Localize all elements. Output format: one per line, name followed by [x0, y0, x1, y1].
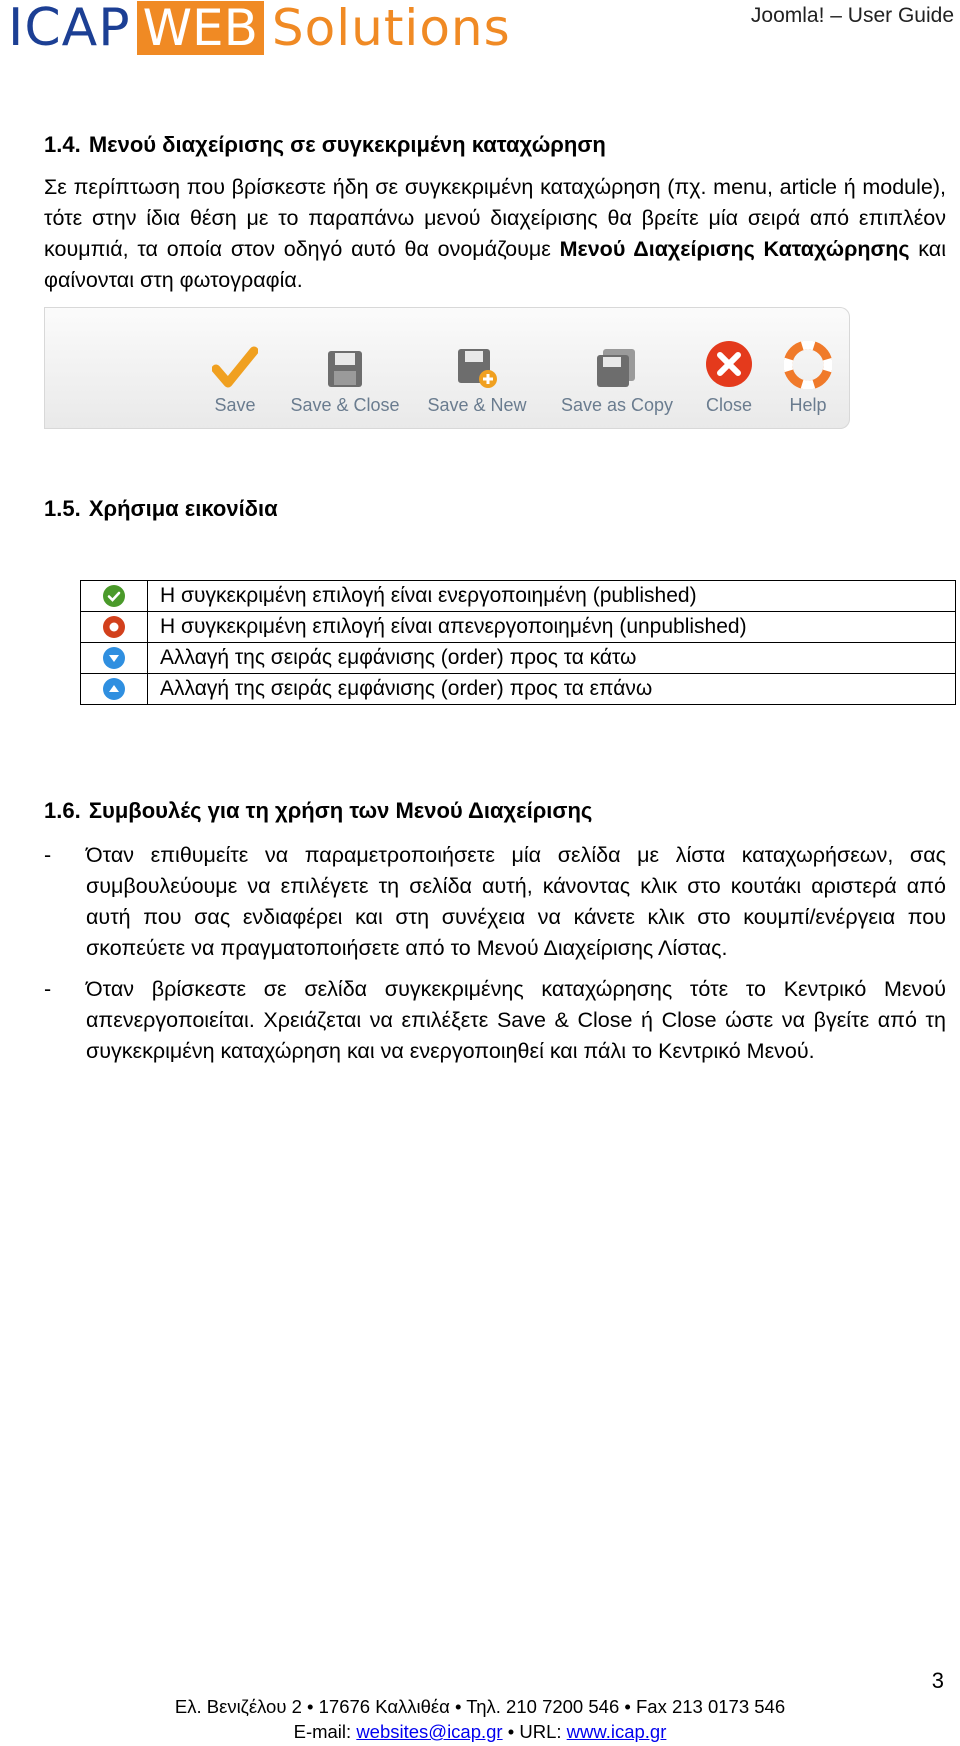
logo-icap: ICAP [8, 0, 131, 58]
table-icon-cell [81, 612, 148, 643]
table-icon-cell [81, 674, 148, 705]
tip-list-item [44, 840, 946, 964]
logo-solutions: Solutions [271, 0, 511, 57]
table-row [81, 674, 956, 705]
icons-table [80, 580, 956, 705]
paragraph-bold-term: Μενού Διαχείρισης Καταχώρησης [559, 237, 910, 261]
save-new-button [422, 337, 532, 416]
floppy-icon [280, 337, 410, 389]
company-logo [8, 0, 511, 56]
floppy-copy-icon [549, 337, 685, 389]
bullet-dash: - [44, 977, 52, 1001]
tip-text: Όταν επιθυμείτε να παραμετροποιήσετε μία σελίδα με λίστα καταχωρήσεων, σας συμβουλεύουμε να επιλέγετε τη σελίδα αυτή, κάνοντας κλικ στο κουτάκι αριστερά από αυτή που σας ενδιαφέρει και στη συνέχεια να κάνετε κλικ στο κουμπί/ενέργεια που σκοπεύετε να πραγματοποιήσετε από το Μενού Διαχείρισης Λίστας. [86, 843, 946, 960]
email-link[interactable]: websites@icap.gr [356, 1721, 503, 1742]
button-label: Save & Close [290, 395, 400, 415]
order-up-icon [103, 678, 125, 700]
document-title: Joomla! – User Guide [750, 4, 954, 27]
close-button [699, 337, 759, 416]
checkmark-icon [200, 337, 270, 389]
paragraph-text-end: και φαίνονται στη φωτογραφία. [44, 237, 946, 292]
button-label: Save [214, 395, 256, 415]
website-link[interactable]: www.icap.gr [566, 1721, 667, 1742]
logo-web: WEB [137, 1, 264, 55]
section-title: Συμβουλές για τη χρήση των Μενού Διαχείρισης [88, 798, 593, 823]
tip-list-item [44, 974, 946, 1067]
table-row [81, 643, 956, 674]
url-label: • URL: [502, 1721, 567, 1742]
published-check-icon [103, 585, 125, 607]
button-label: Save as Copy [560, 395, 674, 415]
bullet-dash: - [44, 843, 52, 867]
table-icon-cell [81, 581, 148, 612]
email-label: E-mail: [293, 1721, 357, 1742]
table-row [81, 612, 956, 643]
help-button [782, 337, 834, 416]
footer-address: Ελ. Βενιζέλου 2 • 17676 Καλλιθέα • Τηλ. 210 7200 546 • Fax 213 0173 546 [174, 1696, 786, 1717]
item-management-toolbar-image [44, 307, 850, 429]
table-text-cell: Αλλαγή της σειράς εμφάνισης (order) προς τα κάτω [148, 643, 956, 674]
section-1-5-heading [44, 496, 278, 522]
table-row [81, 581, 956, 612]
section-number: 1.5. [44, 496, 81, 521]
section-number: 1.4. [44, 132, 81, 157]
footer-contacts [0, 1721, 960, 1743]
save-as-copy-button [549, 337, 685, 416]
close-icon [699, 337, 759, 389]
button-label: Close [705, 395, 753, 415]
section-title: Μενού διαχείρισης σε συγκεκριμένη καταχώρηση [88, 132, 606, 157]
table-text-cell: Αλλαγή της σειράς εμφάνισης (order) προς τα επάνω [148, 674, 956, 705]
table-icon-cell [81, 643, 148, 674]
section-1-4-heading [44, 132, 606, 158]
section-1-4-paragraph [44, 172, 946, 296]
button-label: Help [789, 395, 827, 415]
floppy-plus-icon [422, 337, 532, 389]
order-down-icon [103, 647, 125, 669]
section-number: 1.6. [44, 798, 81, 823]
button-label: Save & New [427, 395, 527, 415]
page-number: 3 [931, 1668, 944, 1693]
save-close-button [280, 337, 410, 416]
paragraph-text: Σε περίπτωση που βρίσκεστε ήδη σε συγκεκριμένη καταχώρηση (πχ. menu, article ή module), τότε στην ίδια θέση με το παραπάνω μενού διαχείρισης θα βρείτε μία σειρά από επιπλέον κουμπιά, τα οποία στον οδηγό αυτό θα ονομάζουμε [44, 175, 946, 261]
save-button [200, 337, 270, 416]
lifebuoy-icon [782, 337, 834, 389]
unpublished-icon [103, 616, 125, 638]
section-1-6-heading [44, 798, 592, 824]
table-text-cell: Η συγκεκριμένη επιλογή είναι ενεργοποιημένη (published) [148, 581, 956, 612]
section-title: Χρήσιμα εικονίδια [88, 496, 278, 521]
table-text-cell: Η συγκεκριμένη επιλογή είναι απενεργοποιημένη (unpublished) [148, 612, 956, 643]
tip-text: Όταν βρίσκεστε σε σελίδα συγκεκριμένης καταχώρησης τότε το Κεντρικό Μενού απενεργοποιείται. Χρειάζεται να επιλέξετε Save & Close ή Close ώστε να βγείτε από τη συγκεκριμένη καταχώρηση και να ενεργοποιηθεί και πάλι το Κεντρικό Μενού. [86, 977, 946, 1063]
